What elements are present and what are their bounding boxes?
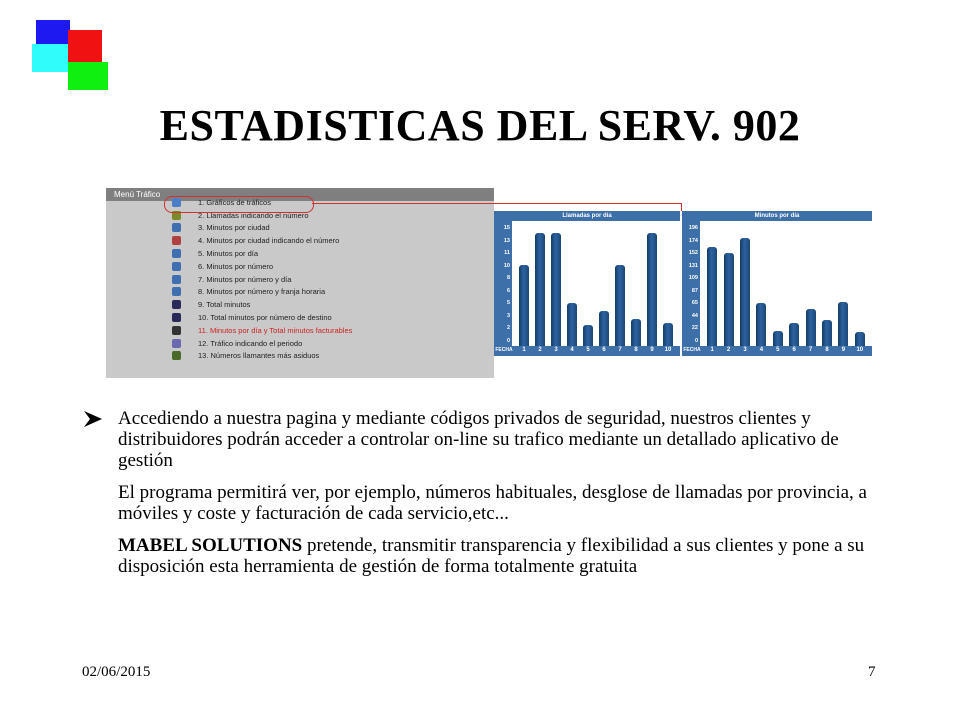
- y-tick-label: 131: [688, 262, 698, 269]
- slide-body: [82, 408, 892, 577]
- y-tick-label: 0: [506, 338, 510, 344]
- bar: [707, 247, 717, 346]
- x-tick-label: 9: [650, 347, 654, 353]
- x-tick-label: 3: [743, 347, 747, 353]
- bar: [663, 323, 673, 346]
- paragraph-brand: [82, 535, 892, 577]
- x-tick-label: 10: [664, 347, 672, 353]
- x-tick-label: 1: [710, 347, 714, 353]
- y-tick-label: 15: [503, 225, 510, 231]
- bar: [806, 309, 816, 346]
- phone-icon: [172, 300, 181, 309]
- menu-item-label: 2. Llamadas indicando el número: [198, 210, 309, 220]
- logo-cyan-square: [32, 44, 68, 72]
- clock-icon: [172, 275, 181, 284]
- x-tick-label: 4: [759, 347, 764, 353]
- clock-icon: [172, 223, 181, 232]
- connector-line-drop: [681, 203, 682, 211]
- bar: [583, 325, 593, 346]
- menu-item[interactable]: [172, 273, 352, 286]
- bullet-item: [82, 408, 892, 471]
- bar: [740, 238, 750, 346]
- x-tick-label: 8: [825, 347, 829, 353]
- clock-icon: [172, 236, 181, 245]
- menu-item[interactable]: [172, 234, 352, 247]
- x-tick-label: 5: [776, 347, 780, 353]
- x-tick-label: 7: [808, 347, 813, 353]
- menu-item-label: 13. Números llamantes más asiduos: [198, 351, 320, 361]
- bar: [838, 302, 848, 346]
- x-tick-label: 6: [792, 347, 796, 353]
- clock-icon: [172, 262, 181, 271]
- calls-per-day-chart: [494, 211, 680, 356]
- menu-item[interactable]: [172, 298, 352, 311]
- bar: [855, 332, 865, 346]
- menu-item-label: 3. Minutos por ciudad: [198, 223, 270, 233]
- phone-icon: [172, 313, 181, 322]
- menu-item[interactable]: [172, 260, 352, 273]
- y-tick-label: 13: [503, 237, 510, 244]
- bar: [789, 323, 799, 346]
- clock-icon: [172, 249, 181, 258]
- minutes-per-day-chart: [682, 211, 872, 356]
- bar: [599, 311, 609, 346]
- menu-item[interactable]: [172, 337, 352, 350]
- x-tick-label: 5: [586, 347, 590, 353]
- x-axis-label: FECHA: [683, 347, 701, 353]
- bar: [519, 265, 529, 346]
- bar: [567, 303, 577, 346]
- menu-item-label: 9. Total minutos: [198, 300, 251, 310]
- x-tick-label: 7: [618, 347, 622, 353]
- y-tick-label: 174: [688, 237, 698, 244]
- x-axis-label: FECHA: [495, 347, 513, 353]
- menu-item-label: 7. Minutos por número y día: [198, 274, 292, 284]
- y-tick-label: 10: [503, 262, 510, 269]
- menu-item-label: 4. Minutos por ciudad indicando el número: [198, 236, 340, 246]
- logo-green-square: [68, 62, 108, 90]
- y-tick-label: 44: [691, 312, 698, 319]
- x-tick-label: 8: [634, 347, 638, 353]
- logo-red-square: [68, 30, 102, 64]
- y-tick-label: 5: [506, 300, 510, 307]
- brand-text: pretende, transmitir transparencia y flexibilidad a sus clientes y pone a su disposición esta herramienta de gestión de forma totalmente gratuita: [118, 535, 865, 577]
- x-tick-label: 4: [570, 347, 574, 353]
- bar: [551, 233, 561, 346]
- brand-name: MABEL SOLUTIONS: [118, 535, 303, 556]
- clock-icon: [172, 287, 181, 296]
- bar: [615, 265, 625, 346]
- y-tick-label: 0: [694, 338, 698, 344]
- euro-icon: [172, 326, 181, 335]
- x-tick-label: 2: [726, 347, 731, 353]
- page-number: 7: [868, 664, 876, 680]
- y-tick-label: 152: [688, 250, 698, 257]
- y-tick-label: 87: [691, 287, 698, 294]
- menu-item-label: 12. Tráfico indicando el periodo: [198, 338, 303, 348]
- x-tick-label: 9: [841, 347, 846, 353]
- menu-item[interactable]: [172, 324, 352, 337]
- phone-icon: [172, 351, 181, 360]
- footer-date: 02/06/2015: [82, 664, 151, 680]
- menu-item-label: 5. Minutos por día: [198, 249, 259, 259]
- bar: [647, 233, 657, 346]
- bar: [631, 319, 641, 346]
- connector-line: [312, 203, 682, 204]
- selected-item-highlight: [164, 196, 314, 213]
- bar: [756, 303, 766, 346]
- bullet-text: Accediendo a nuestra pagina y mediante códigos privados de seguridad, nuestros clientes y distribuidores podrán acceder a controlar on-line su trafico mediante un detallado aplicativo de gestión: [118, 408, 839, 471]
- calendar-icon: [172, 339, 181, 348]
- y-tick-label: 109: [688, 275, 698, 282]
- menu-item-label: 8. Minutos por número y franja horaria: [198, 287, 326, 297]
- x-tick-label: 1: [522, 347, 526, 353]
- y-tick-label: 196: [688, 225, 698, 231]
- bar: [822, 320, 832, 346]
- y-tick-label: 2: [506, 325, 510, 332]
- y-tick-label: 6: [506, 287, 510, 294]
- menu-header: Menú Tráfico: [106, 188, 494, 201]
- slide-title: ESTADISTICAS DEL SERV. 902: [159, 101, 801, 150]
- x-tick-label: 2: [538, 347, 542, 353]
- menu-item[interactable]: [172, 247, 352, 260]
- menu-item[interactable]: [172, 286, 352, 299]
- menu-item-label: 1. Gráficos de tráficos: [198, 197, 271, 207]
- y-tick-label: 65: [691, 300, 698, 307]
- bar: [773, 331, 783, 346]
- menu-item[interactable]: [172, 350, 352, 363]
- menu-item[interactable]: [172, 222, 352, 235]
- x-tick-label: 3: [554, 347, 558, 353]
- y-tick-label: 22: [691, 325, 698, 332]
- paragraph-program: El programa permitirá ver, por ejemplo, números habituales, desglose de llamadas por provincia, a móviles y coste y facturación de cada servicio,etc...: [118, 482, 867, 524]
- x-tick-label: 10: [856, 347, 864, 353]
- traffic-menu-panel: [106, 188, 494, 378]
- x-tick-label: 6: [602, 347, 606, 353]
- menu-item-label: 6. Minutos por número: [198, 261, 274, 271]
- chart-title: Llamadas por día: [494, 211, 680, 221]
- arrow-bullet-icon: [82, 409, 104, 429]
- chart-title: Minutos por día: [682, 211, 872, 221]
- y-tick-label: 8: [506, 275, 510, 282]
- menu-item-label: 10. Total minutos por número de destino: [198, 313, 332, 323]
- y-tick-label: 3: [506, 312, 510, 319]
- menu-item[interactable]: [172, 311, 352, 324]
- bar: [535, 233, 545, 346]
- menu-list: [172, 196, 352, 362]
- bar: [724, 253, 734, 346]
- menu-item-label: 11. Minutos por día y Total minutos facturables: [198, 325, 353, 335]
- y-tick-label: 11: [504, 250, 510, 257]
